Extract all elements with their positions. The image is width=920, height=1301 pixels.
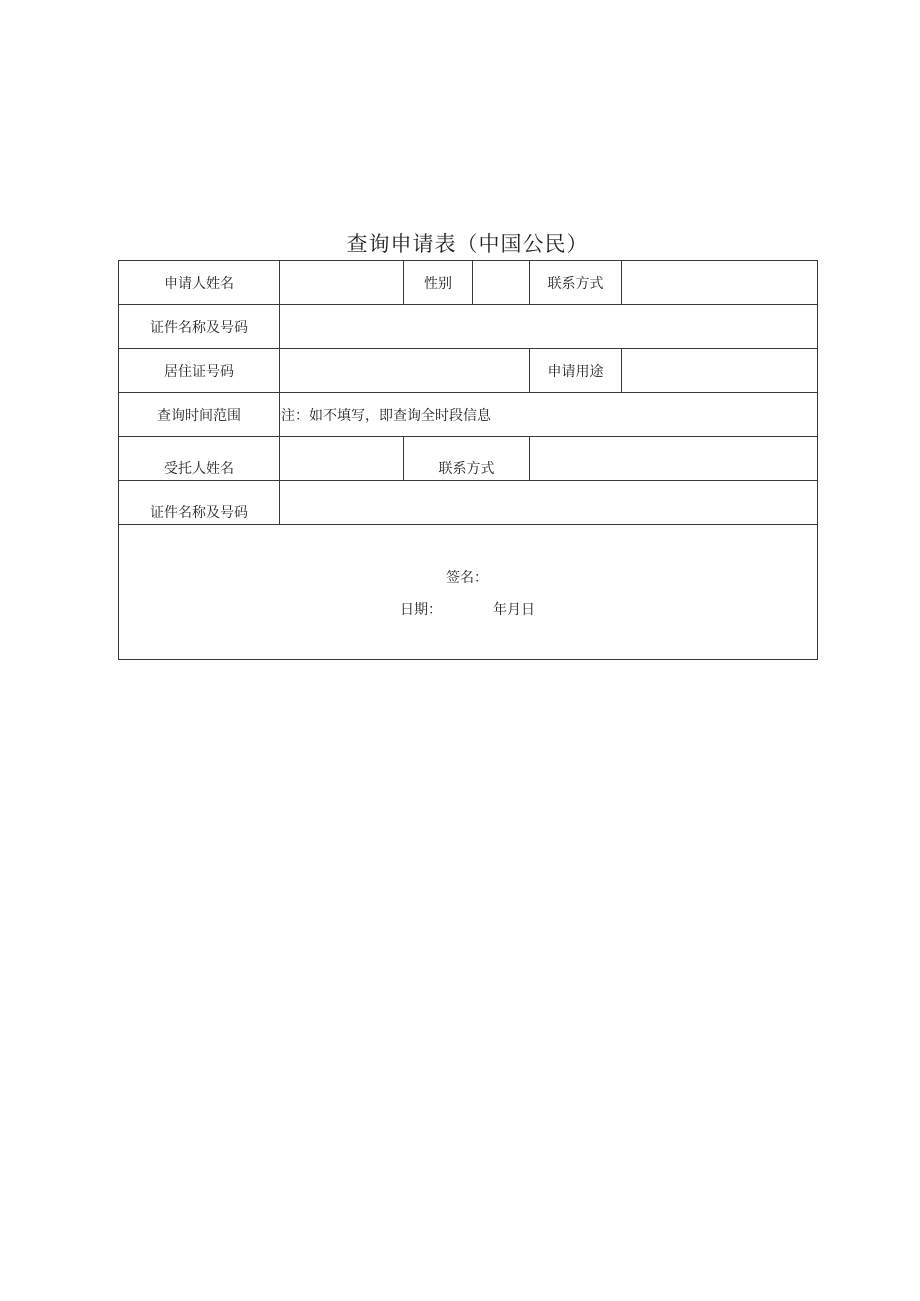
query-range-note[interactable]: 注：如不填写，即查询全时段信息 (279, 392, 818, 437)
agent-contact-label: 联系方式 (403, 436, 530, 481)
applicant-name-label: 申请人姓名 (118, 260, 280, 305)
date-suffix: 年月日 (493, 602, 535, 618)
gender-label: 性别 (403, 260, 473, 305)
id-doc-field[interactable] (279, 304, 818, 349)
applicant-name-field[interactable] (279, 260, 404, 305)
date-label: 日期： (400, 602, 442, 618)
contact-field[interactable] (621, 260, 818, 305)
purpose-field[interactable] (621, 348, 818, 393)
signature-block[interactable] (118, 524, 818, 660)
purpose-label: 申请用途 (529, 348, 622, 393)
agent-id-doc-label: 证件名称及号码 (118, 480, 280, 525)
signature-label: 签名： (446, 570, 488, 586)
residence-permit-field[interactable] (279, 348, 530, 393)
agent-id-doc-field[interactable] (279, 480, 818, 525)
agent-name-label: 受托人姓名 (118, 436, 280, 481)
application-form (118, 260, 818, 660)
contact-label: 联系方式 (529, 260, 622, 305)
query-range-label: 查询时间范围 (118, 392, 280, 437)
form-title: 查询申请表（中国公民） (346, 232, 589, 256)
agent-contact-field[interactable] (529, 436, 818, 481)
agent-name-field[interactable] (279, 436, 404, 481)
id-doc-label: 证件名称及号码 (118, 304, 280, 349)
residence-permit-label: 居住证号码 (118, 348, 280, 393)
gender-field[interactable] (472, 260, 530, 305)
